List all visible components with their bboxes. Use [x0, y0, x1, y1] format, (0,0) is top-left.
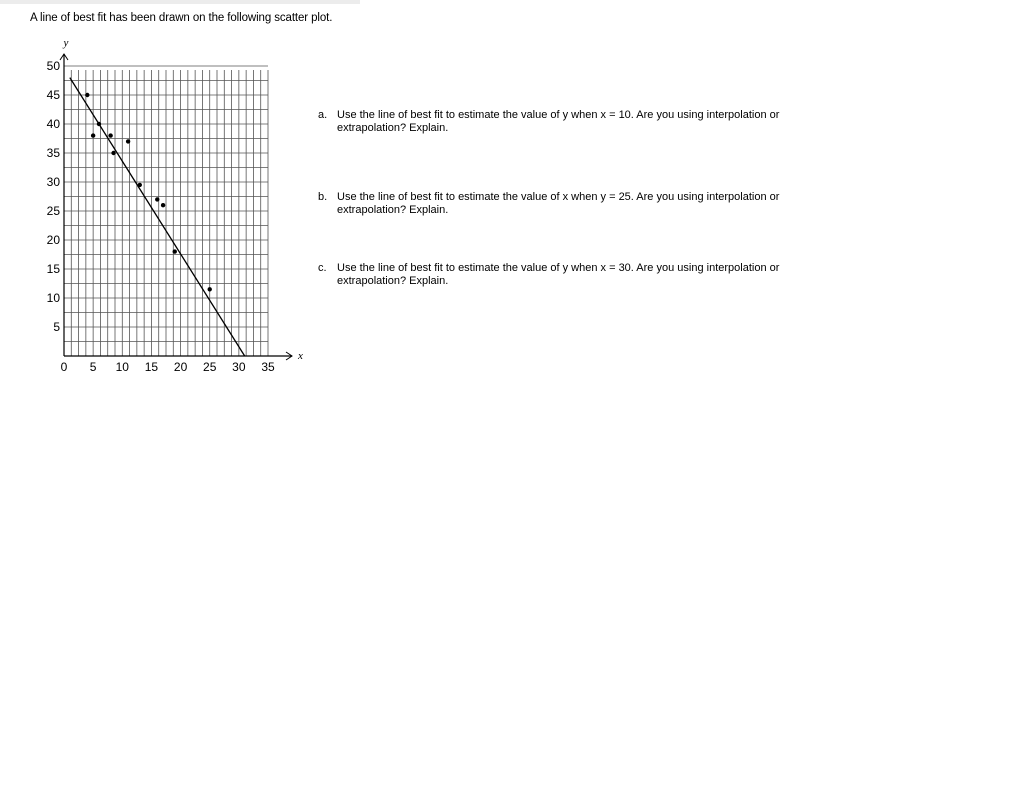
data-point: [173, 249, 177, 253]
question-c-letter: c.: [318, 262, 327, 274]
question-b-text: Use the line of best fit to estimate the value of x when y = 25. Are you using interpolation or extrapolation? Explain.: [337, 191, 780, 216]
data-point: [208, 287, 212, 291]
scatter-plot: [0, 0, 310, 390]
y-tick-label: 10: [46, 291, 60, 305]
x-tick-label: 10: [115, 360, 129, 374]
x-axis-label: x: [298, 350, 303, 362]
y-axis-label: y: [63, 37, 69, 49]
x-tick-label: 25: [203, 360, 217, 374]
y-tick-label: 15: [46, 262, 60, 276]
data-point: [108, 133, 112, 137]
data-point: [126, 139, 130, 143]
y-tick-label: 40: [46, 117, 60, 131]
y-tick-label: 45: [46, 88, 60, 102]
x-tick-label: 15: [144, 360, 159, 374]
y-tick-label: 20: [46, 233, 60, 247]
data-point: [91, 133, 95, 137]
x-tick-label: 35: [261, 360, 275, 374]
x-tick-label: 20: [173, 360, 188, 374]
data-point: [161, 203, 165, 207]
data-point: [85, 93, 89, 97]
data-point: [111, 151, 115, 155]
y-tick-label: 30: [46, 175, 60, 189]
x-tick-label: 30: [232, 360, 246, 374]
x-tick-label: 5: [89, 360, 97, 374]
question-a-text: Use the line of best fit to estimate the value of y when x = 10. Are you using interpolation or extrapolation? Explain.: [337, 109, 780, 134]
question-a-letter: a.: [318, 109, 328, 121]
data-point: [97, 122, 101, 126]
best-fit-line: [70, 78, 245, 356]
question-b-letter: b.: [318, 191, 328, 203]
data-point: [155, 197, 159, 201]
y-tick-label: 25: [46, 204, 60, 218]
y-tick-label: 50: [46, 59, 60, 73]
question-c-text: Use the line of best fit to estimate the value of y when x = 30. Are you using interpolation or extrapolation? Explain.: [337, 262, 780, 287]
intro-text: A line of best fit has been drawn on the following scatter plot.: [30, 12, 333, 24]
x-tick-label: 0: [60, 360, 68, 374]
data-point: [138, 183, 142, 187]
y-tick-label: 5: [53, 320, 60, 334]
y-tick-label: 35: [46, 146, 60, 160]
